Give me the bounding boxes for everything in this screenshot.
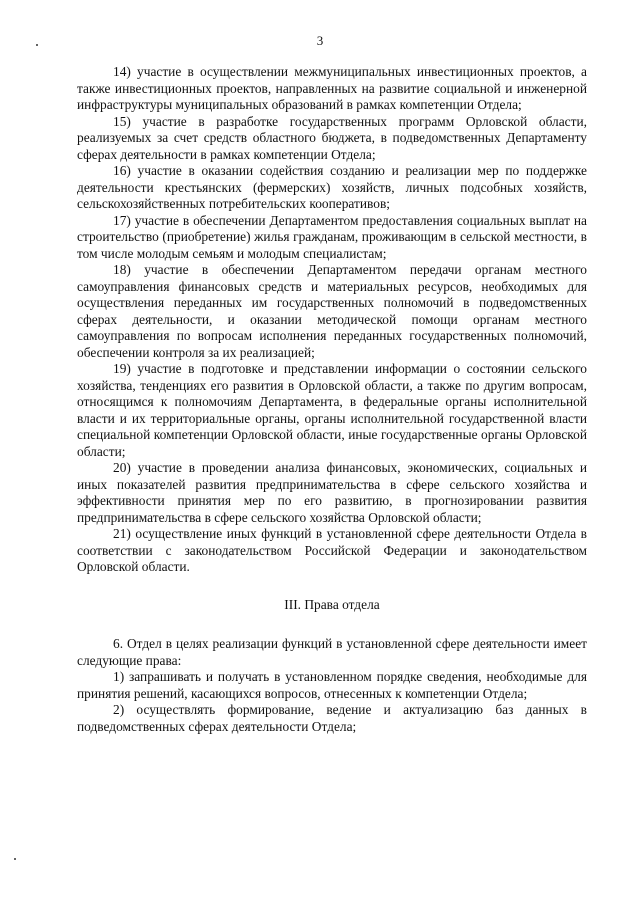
page-number: 3 [316,33,324,48]
section-heading: III. Права отдела [284,596,380,612]
paragraph: 6. Отдел в целях реализации функций в установленной сфере деятельности имеет следующие права: [77,636,587,668]
list-item: 18) участие в обеспечении Департаментом передачи органам местного самоуправления финансовых средств и материальных ресурсов, необходимых для осуществления переданных им государственных полномочий в подведомственных сферах деятельности, и оказании методической помощи органам местного самоуправления по вопросам исполнения переданных государственных полномочий, обеспечении контроля за их реализацией; [77,262,587,360]
document-body [77,64,587,735]
list-item: 19) участие в подготовке и представлении информации о состоянии сельского хозяйства, тенденциях его развития в Орловской области, а также по другим вопросам, относящимся к полномочиям Департамента, в федеральные органы исполнительной власти и их территориальные органы, органы исполнительной государственной власти специальной компетенции Орловской области, иные государственные органы Орловской области; [77,361,587,459]
scan-speck [36,44,38,46]
list-item: 14) участие в осуществлении межмуниципальных инвестиционных проектов, а также инвестиционных проектов, направленных на развитие социальной и инженерной инфраструктуры муниципальных образований в рамках компетенции Отдела; [77,64,587,112]
list-item: 21) осуществление иных функций в установленной сфере деятельности Отдела в соответствии с законодательством Российской Федерации и законодательством Орловской области. [77,526,587,574]
list-item: 2) осуществлять формирование, ведение и актуализацию баз данных в подведомственных сферах деятельности Отдела; [77,702,587,734]
list-item: 20) участие в проведении анализа финансовых, экономических, социальных и иных показателей развития предпринимательства в сфере сельского хозяйства и эффективности принятия мер по его развитию, в прогнозировании развития предпринимательства в сфере сельского хозяйства Орловской области; [77,460,587,525]
list-item: 15) участие в разработке государственных программ Орловской области, реализуемых за счет средств областного бюджета, в подведомственных Департаменту сферах деятельности в рамках компетенции Отдела; [77,113,587,162]
list-item: 16) участие в оказании содействия созданию и реализации мер по поддержке деятельности крестьянских (фермерских) хозяйств, личных подсобных хозяйств, сельскохозяйственных потребительских кооперативов; [77,163,587,211]
list-item: 1) запрашивать и получать в установленном порядке сведения, необходимые для принятия решений, касающихся вопросов, отнесенных к компетенции Отдела; [77,669,587,701]
scan-speck [14,858,16,860]
list-item: 17) участие в обеспечении Департаментом предоставления социальных выплат на строительство (приобретение) жилья гражданам, проживающим в сельской местности, в том числе молодым семьям и молодым специалистам; [77,212,587,261]
